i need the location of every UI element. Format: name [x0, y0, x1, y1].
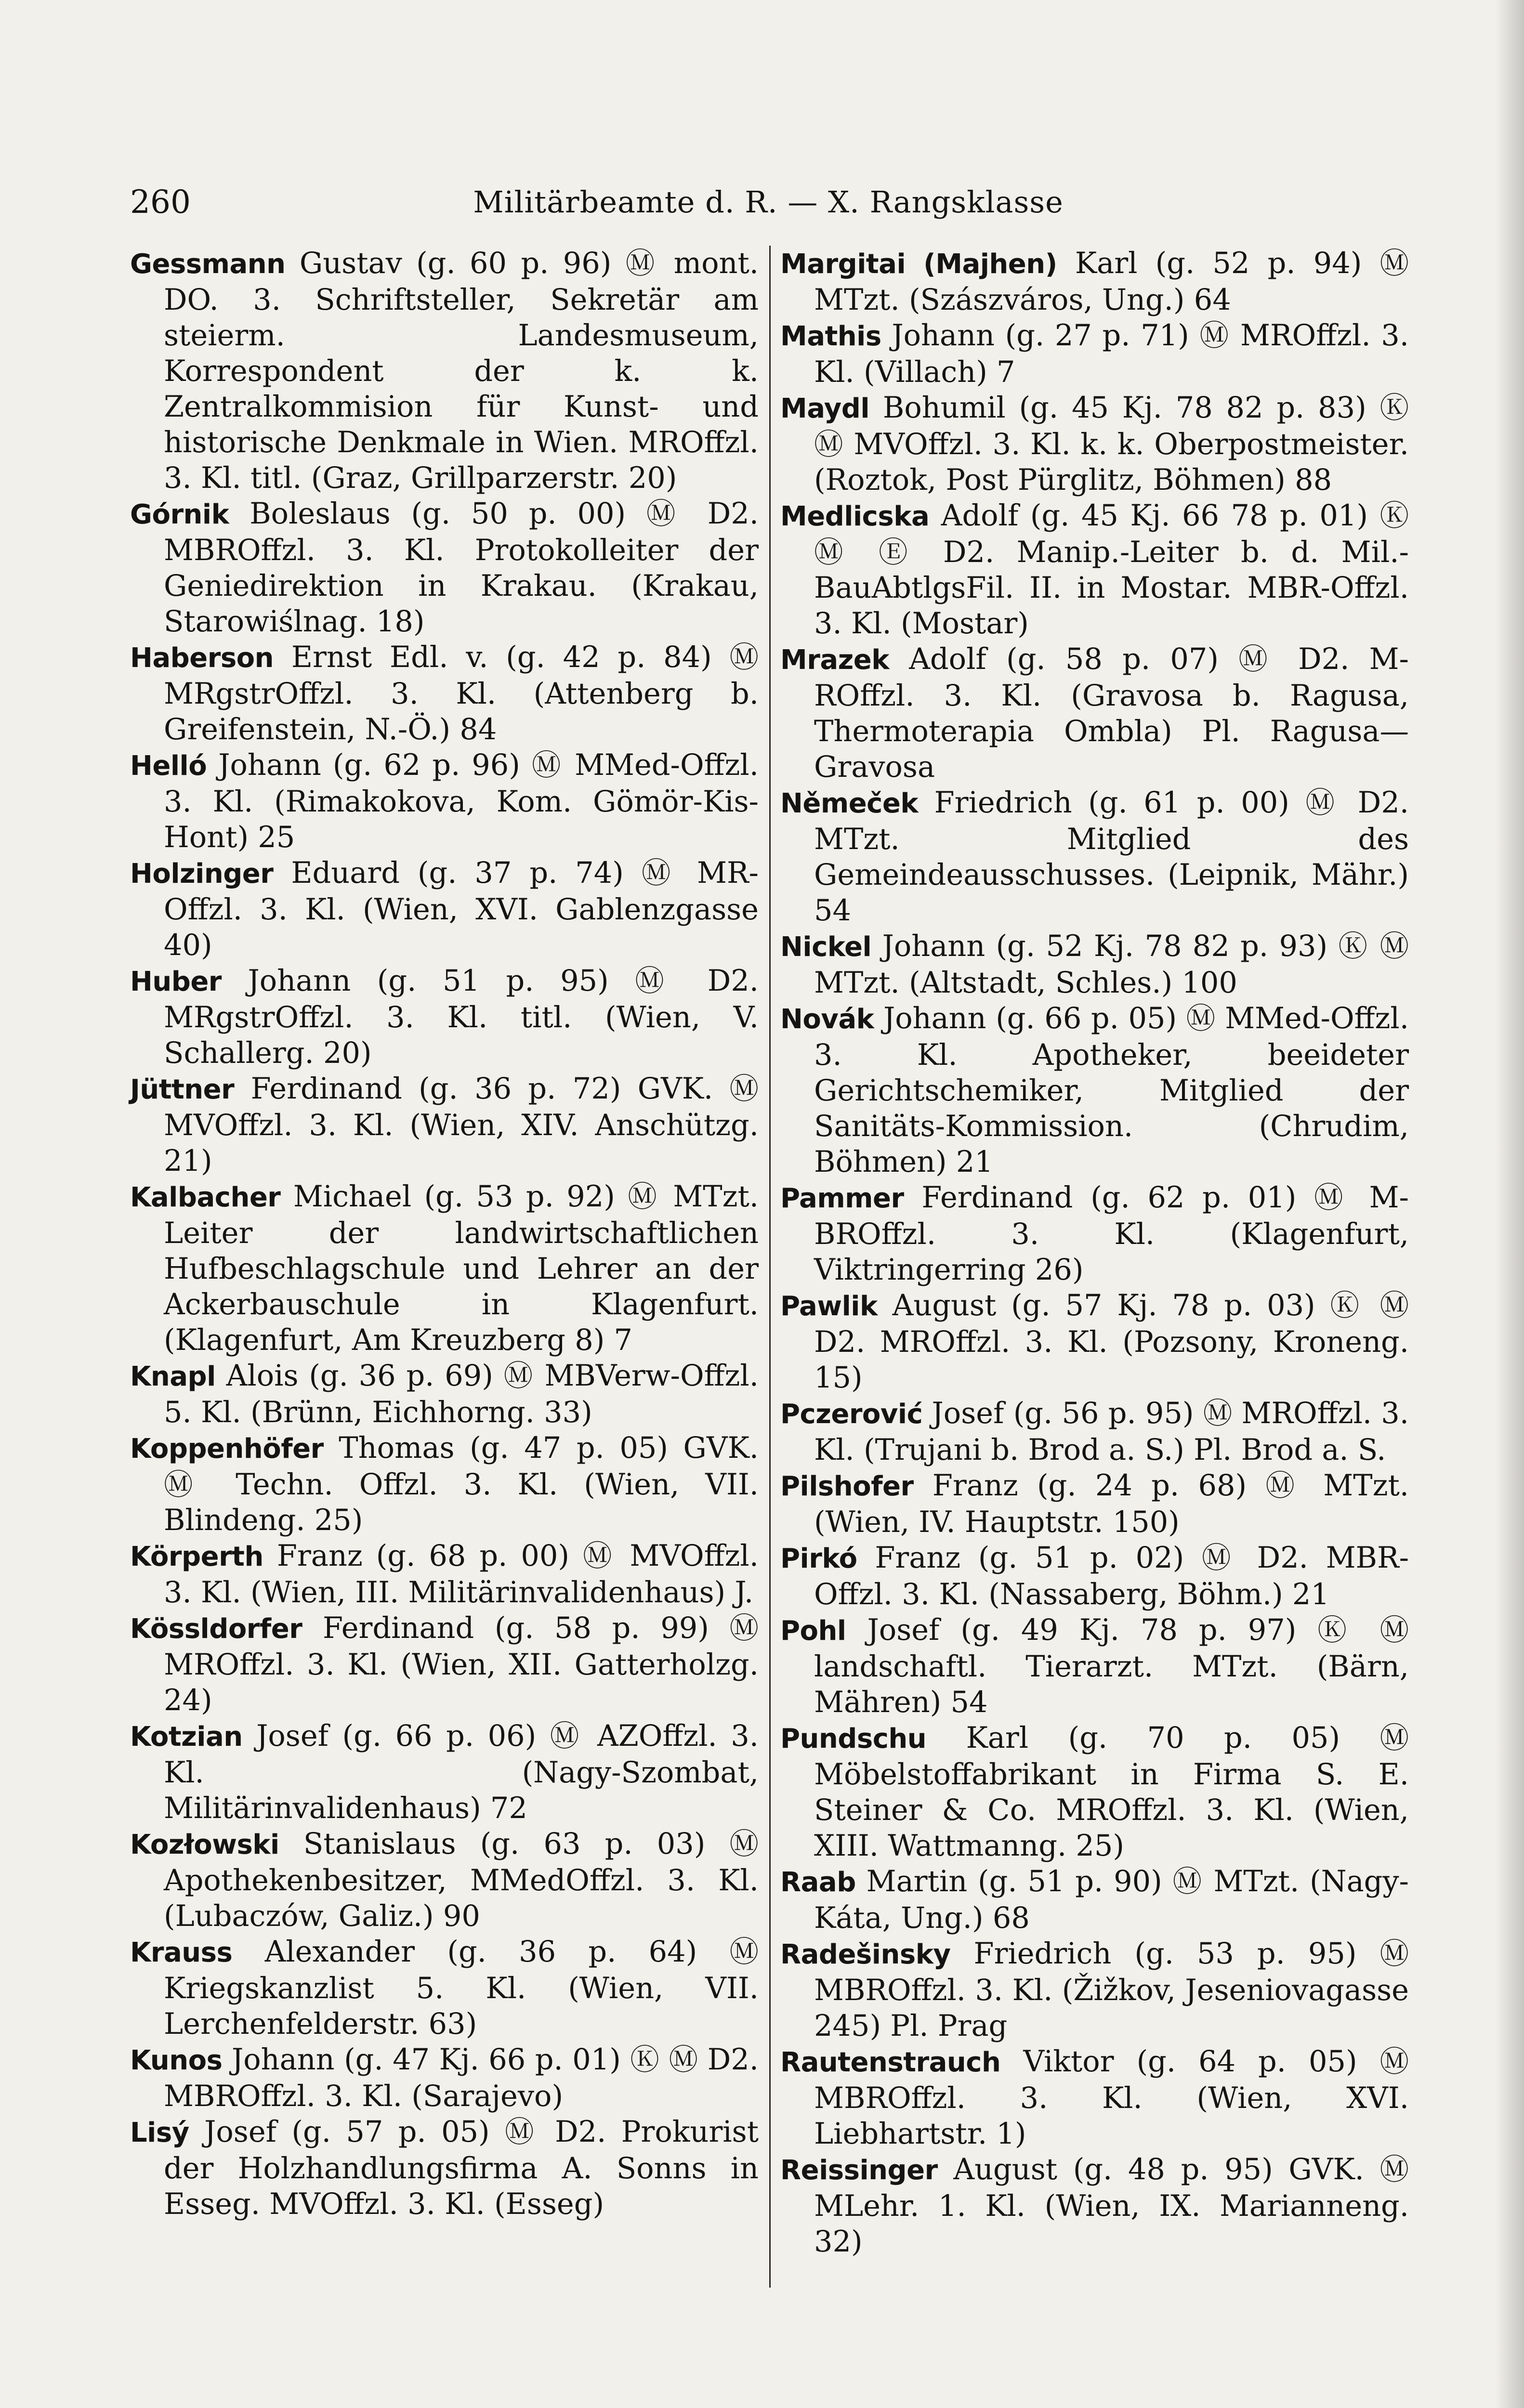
- entry-surname: Reissinger: [780, 2155, 938, 2186]
- directory-entry: [780, 929, 1409, 1001]
- directory-entry: [780, 390, 1409, 498]
- directory-entry: [780, 2152, 1409, 2260]
- directory-entry: [780, 1936, 1409, 2044]
- directory-entry: [130, 855, 759, 963]
- directory-entry: [780, 1612, 1409, 1720]
- directory-entry: [130, 1071, 759, 1179]
- entry-text: Johann (g. 47 Kj. 66 p. 01) Ⓚ Ⓜ D2. MBROffzl. 3. Kl. (Sarajevo): [164, 2043, 759, 2113]
- entry-surname: Pohl: [780, 1615, 846, 1647]
- entry-text: Alois (g. 36 p. 69) Ⓜ MBVerw-Offzl. 5. Kl. (Brünn, Eichhorng. 33): [164, 1359, 759, 1429]
- directory-entry: [780, 1180, 1409, 1288]
- entry-text: Eduard (g. 37 p. 74) Ⓜ MR-Offzl. 3. Kl. (Wien, XVI. Gablenzgasse 40): [164, 856, 759, 962]
- entry-text: Johann (g. 66 p. 05) Ⓜ MMed-Offzl. 3. Kl. Apotheker, beeideter Gerichtschemiker, Mitglied der Sanitäts-Kommission. (Chrudim, Böhmen) 21: [814, 1002, 1409, 1179]
- entry-surname: Mrazek: [780, 644, 889, 676]
- entry-surname: Lisý: [130, 2117, 189, 2148]
- directory-entry: [780, 1864, 1409, 1936]
- directory-entry: [780, 246, 1409, 318]
- directory-entry: [130, 246, 759, 496]
- entry-surname: Nickel: [780, 931, 872, 963]
- directory-entry: [130, 1538, 759, 1610]
- entry-text: Josef (g. 49 Kj. 78 p. 97) Ⓚ Ⓜ landschaftl. Tierarzt. MTzt. (Bärn, Mähren) 54: [814, 1613, 1409, 1719]
- entry-text: Bohumil (g. 45 Kj. 78 82 p. 83) Ⓚ Ⓜ MVOffzl. 3. Kl. k. k. Oberpostmeister. (Roztok, Post Pürglitz, Böhmen) 88: [814, 391, 1409, 497]
- entry-surname: Kössldorfer: [130, 1613, 302, 1645]
- entry-text: Karl (g. 70 p. 05) Ⓜ Möbelstoffabrikant in Firma S. E. Steiner & Co. MROffzl. 3. Kl. (Wien, XIII. Wattmanng. 25): [814, 1721, 1409, 1863]
- entry-surname: Jüttner: [130, 1074, 235, 1105]
- entry-text: Gustav (g. 60 p. 96) Ⓜ mont. DO. 3. Schriftsteller, Sekretär am steierm. Landesmuseum, Korrespondent der k. k. Zentralkommision für Kunst- und historische Denkmale in Wien. MROffzl. 3. Kl. titl. (Graz, Grillparzerstr. 20): [164, 247, 759, 495]
- entry-text: Johann (g. 51 p. 95) Ⓜ D2. MRgstrOffzl. 3. Kl. titl. (Wien, V. Schallerg. 20): [164, 964, 759, 1070]
- entry-text: August (g. 48 p. 95) GVK. Ⓜ MLehr. 1. Kl. (Wien, IX. Marianneng. 32): [814, 2153, 1409, 2259]
- directory-entry: [130, 1358, 759, 1430]
- page-edge-shadow: [1495, 0, 1524, 2408]
- entry-text: Ferdinand (g. 36 p. 72) GVK. Ⓜ MVOffzl. 3. Kl. (Wien, XIV. Anschützg. 21): [164, 1072, 759, 1178]
- entry-surname: Krauss: [130, 1937, 233, 1968]
- entry-text: Josef (g. 56 p. 95) Ⓜ MROffzl. 3. Kl. (Trujani b. Brod a. S.) Pl. Brod a. S.: [814, 1397, 1409, 1467]
- entry-text: Franz (g. 51 p. 02) Ⓜ D2. MBR-Offzl. 3. Kl. (Nassaberg, Böhm.) 21: [814, 1541, 1409, 1611]
- entry-surname: Kotzian: [130, 1721, 243, 1753]
- directory-entry: [130, 1430, 759, 1538]
- entry-text: Franz (g. 24 p. 68) Ⓜ MTzt. (Wien, IV. Hauptstr. 150): [814, 1469, 1409, 1539]
- running-head: Militärbeamte d. R. — X. Rangsklasse: [473, 184, 1064, 220]
- directory-entry: [780, 1001, 1409, 1180]
- entry-text: Johann (g. 62 p. 96) Ⓜ MMed-Offzl. 3. Kl. (Rimakokova, Kom. Gömör-Kis-Hont) 25: [164, 748, 759, 854]
- entry-surname: Pammer: [780, 1183, 904, 1214]
- entry-surname: Medlicska: [780, 501, 930, 532]
- entry-surname: Raab: [780, 1867, 856, 1898]
- entry-surname: Koppenhöfer: [130, 1433, 324, 1465]
- entry-text: Viktor (g. 64 p. 05) Ⓜ MBROffzl. 3. Kl. (Wien, XVI. Liebhartstr. 1): [814, 2045, 1409, 2151]
- entry-surname: Holzinger: [130, 858, 274, 890]
- entry-surname: Knapl: [130, 1361, 216, 1392]
- page-header: [130, 178, 1406, 226]
- entry-surname: Pirkó: [780, 1543, 857, 1574]
- entry-text: Boleslaus (g. 50 p. 00) Ⓜ D2. MBROffzl. 3. Kl. Protokolleiter der Geniedirektion in Krakau. (Krakau, Starowiślnag. 18): [164, 497, 759, 639]
- directory-entry: [130, 1179, 759, 1358]
- right-column: [780, 246, 1409, 2316]
- entry-text: Adolf (g. 58 p. 07) Ⓜ D2. M-ROffzl. 3. Kl. (Gravosa b. Ragusa, Thermoterapia Ombla) Pl. Ragusa—Gravosa: [814, 642, 1409, 784]
- entry-text: Thomas (g. 47 p. 05) GVK. Ⓜ Techn. Offzl. 3. Kl. (Wien, VII. Blindeng. 25): [164, 1431, 759, 1537]
- entry-text: Josef (g. 57 p. 05) Ⓜ D2. Prokurist der Holzhandlungsfirma A. Sonns in Esseg. MVOffzl. 3. Kl. (Esseg): [164, 2115, 759, 2221]
- entry-surname: Kunos: [130, 2045, 223, 2076]
- directory-entry: [780, 785, 1409, 929]
- directory-entry: [130, 496, 759, 640]
- directory-entry: [130, 2042, 759, 2114]
- directory-entry: [780, 1540, 1409, 1612]
- entry-text: Josef (g. 66 p. 06) Ⓜ AZOffzl. 3. Kl. (Nagy-Szombat, Militärinvalidenhaus) 72: [164, 1719, 759, 1825]
- directory-entry: [130, 1718, 759, 1826]
- entry-text: Johann (g. 27 p. 71) Ⓜ MROffzl. 3. Kl. (Villach) 7: [814, 319, 1409, 389]
- directory-entry: [130, 963, 759, 1071]
- entry-surname: Pawlik: [780, 1291, 878, 1322]
- column-divider: [769, 246, 771, 2288]
- directory-entry: [780, 641, 1409, 785]
- entry-text: Ernst Edl. v. (g. 42 p. 84) Ⓜ MRgstrOffzl. 3. Kl. (Attenberg b. Greifenstein, N.-Ö.) 84: [164, 641, 759, 746]
- entry-text: Franz (g. 68 p. 00) Ⓜ MVOffzl. 3. Kl. (Wien, III. Militärinvalidenhaus) J.: [164, 1539, 759, 1610]
- entry-text: Friedrich (g. 61 p. 00) Ⓜ D2. MTzt. Mitglied des Gemeindeausschusses. (Leipnik, Mähr.) 54: [814, 786, 1409, 928]
- directory-entry: [780, 2044, 1409, 2152]
- entry-surname: Radešinsky: [780, 1939, 951, 1970]
- entry-surname: Helló: [130, 750, 207, 782]
- entry-surname: Kalbacher: [130, 1182, 281, 1213]
- entry-surname: Kozłowski: [130, 1829, 279, 1860]
- directory-entry: [130, 747, 759, 855]
- entry-text: Karl (g. 52 p. 94) Ⓜ MTzt. (Szászváros, Ung.) 64: [814, 247, 1409, 317]
- entry-text: Johann (g. 52 Kj. 78 82 p. 93) Ⓚ Ⓜ MTzt. (Altstadt, Schles.) 100: [814, 929, 1409, 1000]
- entry-surname: Němeček: [780, 788, 919, 819]
- directory-entry: [780, 318, 1409, 390]
- entry-text: Michael (g. 53 p. 92) Ⓜ MTzt. Leiter der landwirtschaftlichen Hufbeschlagschule und Lehrer an der Ackerbauschule in Klagenfurt. (Klagenfurt, Am Kreuzberg 8) 7: [164, 1180, 759, 1357]
- entry-surname: Rautenstrauch: [780, 2047, 1001, 2078]
- directory-entry: [130, 640, 759, 747]
- directory-entry: [780, 1468, 1409, 1540]
- directory-entry: [780, 1288, 1409, 1396]
- entry-text: Alexander (g. 36 p. 64) Ⓜ Kriegskanzlist 5. Kl. (Wien, VII. Lerchenfelderstr. 63): [164, 1935, 759, 2041]
- entry-surname: Mathis: [780, 321, 881, 352]
- entry-surname: Maydl: [780, 393, 870, 424]
- entry-surname: Pczerović: [780, 1399, 923, 1430]
- entry-surname: Pundschu: [780, 1723, 927, 1754]
- entry-text: Stanislaus (g. 63 p. 03) Ⓜ Apothekenbesitzer, MMedOffzl. 3. Kl. (Lubaczów, Galiz.) 90: [164, 1827, 759, 1933]
- entry-surname: Górnik: [130, 499, 229, 530]
- entry-surname: Huber: [130, 966, 222, 997]
- entry-surname: Novák: [780, 1004, 874, 1035]
- entry-text: Ferdinand (g. 58 p. 99) Ⓜ MROffzl. 3. Kl. (Wien, XII. Gatterholzg. 24): [164, 1611, 759, 1717]
- entry-text: Martin (g. 51 p. 90) Ⓜ MTzt. (Nagy-Káta, Ung.) 68: [814, 1865, 1409, 1935]
- entry-text: Ferdinand (g. 62 p. 01) Ⓜ M-BROffzl. 3. Kl. (Klagenfurt, Viktringerring 26): [814, 1181, 1409, 1287]
- directory-entry: [130, 2114, 759, 2222]
- directory-entry: [130, 1610, 759, 1718]
- entry-text: Adolf (g. 45 Kj. 66 78 p. 01) Ⓚ Ⓜ Ⓔ D2. Manip.-Leiter b. d. Mil.-BauAbtlgsFil. II. in Mostar. MBR-Offzl. 3. Kl. (Mostar): [814, 499, 1409, 641]
- entry-surname: Haberson: [130, 642, 274, 674]
- directory-entry: [130, 1934, 759, 2042]
- directory-entry: [780, 1720, 1409, 1864]
- entry-surname: Margitai (Majhen): [780, 249, 1057, 280]
- directory-entry: [780, 1396, 1409, 1468]
- entry-surname: Gessmann: [130, 249, 286, 280]
- entry-surname: Körperth: [130, 1541, 263, 1572]
- entry-surname: Pilshofer: [780, 1471, 914, 1502]
- entry-text: August (g. 57 Kj. 78 p. 03) Ⓚ Ⓜ D2. MROffzl. 3. Kl. (Pozsony, Kroneng. 15): [814, 1289, 1409, 1395]
- page-number: 260: [130, 183, 191, 221]
- entry-text: Friedrich (g. 53 p. 95) Ⓜ MBROffzl. 3. Kl. (Žižkov, Jeseniovagasse 245) Pl. Prag: [814, 1937, 1409, 2043]
- left-column: [130, 246, 759, 2316]
- directory-entry: [130, 1826, 759, 1934]
- directory-entry: [780, 498, 1409, 641]
